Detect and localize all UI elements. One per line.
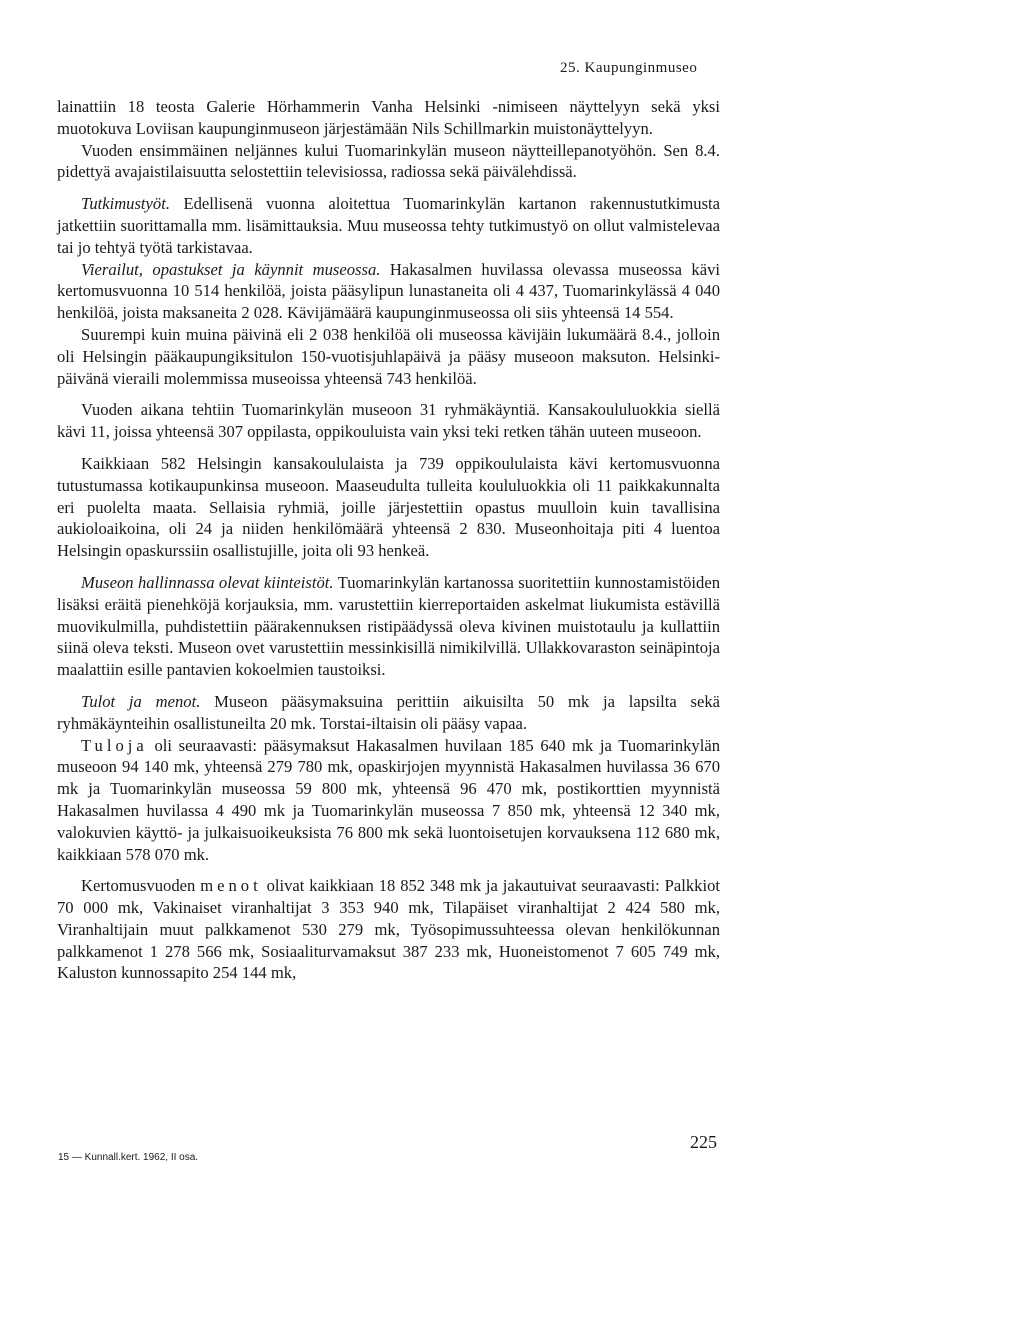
footer-note: 15 — Kunnall.kert. 1962, II osa. [58, 1152, 199, 1163]
paragraph-text: Edellisenä vuonna aloitettua Tuomarinkylän kartanon rakennustutkimusta jatkettiin suorittamalla mm. lisämittauksia. Muu museossa tehty tutkimustyö on ollut valmistelevaa tai jo tehtyä työtä tarkistavaa. [57, 194, 720, 257]
section-heading: Museon hallinnassa olevat kiinteistöt. [81, 572, 334, 592]
paragraph [57, 259, 720, 324]
paragraph: Vuoden ensimmäinen neljännes kului Tuomarinkylän museon näytteillepanotyöhön. Sen 8.4. pidettyä avajaistilaisuutta selostettiin televisiossa, radiossa sekä päivälehdissä. [57, 140, 720, 182]
section-heading: Tutkimustyöt. [81, 194, 170, 214]
paragraph-text: Kertomusvuoden [81, 876, 201, 896]
paragraph: lainattiin 18 teosta Galerie Hörhammerin Vanha Helsinki -nimiseen näyttelyyn sekä yksi muotokuva Loviisan kaupunginmuseon järjestämään Nils Schillmarkin muistonäyttelyyn. [57, 97, 720, 138]
paragraph-text: Hakasalmen huvilassa olevassa museossa kävi kertomusvuonna 10 514 henkilöä, joista pääsylipun lunastaneita oli 4 437, Tuomarinkylässä 4 040 henkilöä, joista maksaneita 2 028. Kävijämäärä kaupunginmuseossa oli siis yhteensä 14 554. [57, 259, 720, 323]
spaced-word: menot [200, 876, 262, 896]
section-heading: Vierailut, opastukset ja käynnit museossa. [81, 259, 381, 279]
paragraph: Kaikkiaan 582 Helsingin kansakoululaista ja 739 oppikoululaista kävi kertomusvuonna tutustumassa kotikaupunkinsa museoon. Maaseudulta tulleita koululuokkia oli 11 paikkakunnalta eri puolelta maata. Sellaisia ryhmiä, joille järjestettiin opastus muulloin kuin tavallisina aukioloaikoina, oli 24 ja niiden henkilömäärä yhteensä 2 830. Museonhoitaja piti 4 luentoa Helsingin opaskurssiin osallistujille, joita oli 93 henkeä. [57, 453, 720, 561]
running-head: 25. Kaupunginmuseo [560, 60, 698, 76]
paragraph-text: oli seuraavasti: pääsymaksut Hakasalmen huvilaan 185 640 mk ja Tuomarinkylän museoon 94 140 mk, yhteensä 279 780 mk, opaskirjojen myynnistä Hakasalmen huvilassa 36 670 mk ja Tuomarinkylän museossa 59 800 mk, yhteensä 96 470 mk, postikorttien myynnistä Hakasalmen huvilassa 4 490 mk ja Tuomarinkylän museossa 7 850 mk, yhteensä 12 340 mk, valokuvien käyttö- ja julkaisuoikeuksista 76 800 mk sekä luontoisetujen korvauksena 112 680 mk, kaikkiaan 578 070 mk. [57, 735, 720, 864]
paragraph [57, 193, 720, 258]
section-heading: Tulot ja menot. [81, 691, 201, 711]
paragraph-text: Tuomarinkylän kartanossa suoritettiin kunnostamistöiden lisäksi eräitä pienehköjä korjauksia, mm. varustettiin kierreportaiden askelmat liukumista estävillä muovikulmilla, puhdistettiin päärakennuksen ristipäädyssä oleva kivinen muistotaulu ja kullattiin siinä oleva teksti. Museon ovet varustettiin messinkisillä nimikilvillä. Ullakkovaraston seinäpintoja maalattiin esille pantavien kokoelmien taustoiksi. [57, 572, 720, 680]
paragraph-text: Museon pääsymaksuina perittiin aikuisilta 50 mk ja lapsilta sekä ryhmäkäynteihin osallistuneilta 20 mk. Torstai-iltaisin oli pääsy vapaa. [57, 691, 720, 733]
spaced-word: Tuloja [81, 735, 148, 755]
page-number: 225 [690, 1132, 717, 1152]
paragraph [57, 691, 720, 735]
paragraph: Vuoden aikana tehtiin Tuomarinkylän museoon 31 ryhmäkäyntiä. Kansakoululuokkia siellä kävi 11, joissa yhteensä 307 oppilasta, oppikouluista vain yksi teki retken tähän uuteen museoon. [57, 400, 720, 442]
paragraph [57, 735, 720, 866]
body-text [57, 96, 720, 994]
paragraph: Suurempi kuin muina päivinä eli 2 038 henkilöä oli museossa kävijäin lukumäärä 8.4., jolloin oli Helsingin pääkaupungiksitulon 150-vuotisjuhlapäivä ja pääsy museoon maksuton. Helsinki-päivänä vieraili molemmissa museoissa yhteensä 743 henkilöä. [57, 324, 720, 388]
paragraph-text: olivat kaikkiaan 18 852 348 mk ja jakautuivat seuraavasti: Palkkiot 70 000 mk, Vakinaiset viranhaltijat 3 353 940 mk, Tilapäiset viranhaltijat 2 424 580 mk, Viranhaltijain muut palkkamenot 530 279 mk, Työsopimussuhteessa olevan henkilökunnan palkkamenot 1 278 566 mk, Sosiaaliturvamaksut 387 233 mk, Huoneistomenot 7 605 749 mk, Kaluston kunnossapito 254 144 mk, [57, 876, 720, 983]
paragraph [57, 875, 720, 984]
paragraph [57, 572, 720, 681]
